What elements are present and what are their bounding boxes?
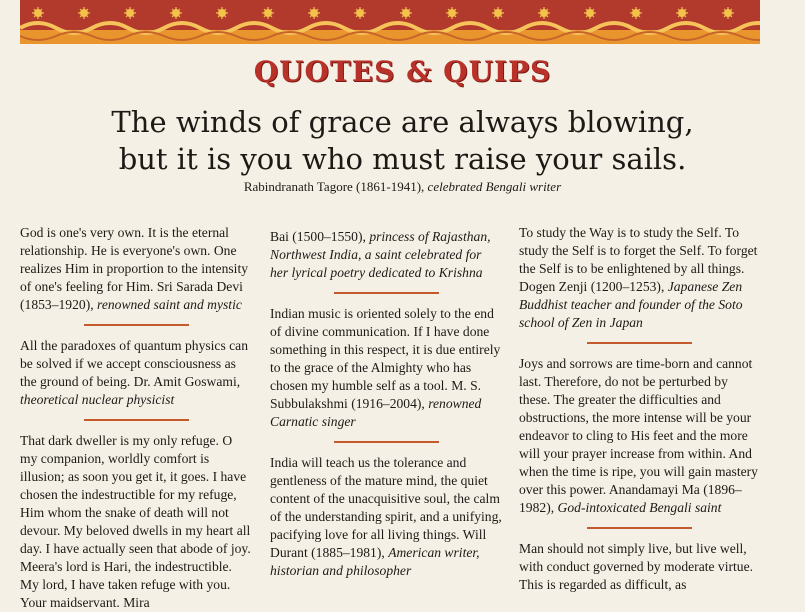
decorative-border bbox=[20, 0, 760, 44]
quote-item: All the paradoxes of quantum physics can be solved if we accept consciousness as the ground of being. Dr. Amit Goswami, theoretical nuclear physicist bbox=[20, 338, 249, 407]
featured-quote-line-1: The winds of grace are always blowing, bbox=[111, 105, 694, 139]
divider bbox=[84, 324, 189, 326]
quote-item: India will teach us the tolerance and gentleness of the mature mind, the quiet content of the unacquisitive soul, the calm of the understanding spirit, and a unifying, pacifying love for all living things. Will Durant (1885–1981), American writer, historian and philosopher bbox=[270, 455, 502, 578]
featured-quote-attribution bbox=[0, 179, 805, 195]
divider bbox=[334, 292, 439, 294]
quote-column-1 bbox=[20, 224, 252, 612]
featured-quote bbox=[0, 104, 805, 178]
divider bbox=[587, 342, 692, 344]
quote-column-3 bbox=[519, 224, 759, 594]
quote-item: God is one's very own. It is the eternal relationship. He is everyone's own. One realizes Him in proportion to the intensity of one's feeling for Him. Sri Sarada Devi (1853–1920), renowned saint and mystic bbox=[20, 225, 249, 312]
attribution-name: Rabindranath Tagore (1861-1941), bbox=[243, 179, 425, 194]
attribution-description: celebrated Bengali writer bbox=[427, 179, 562, 194]
page-title: QUOTES & QUIPS bbox=[253, 55, 552, 88]
quote-item: That dark dweller is my only refuge. O my companion, worldly comfort is illusion; as soon you get it, it goes. I have chosen the indestructible for my refuge, Him whom the snake of death will not devour. My beloved dwells in my heart all day. I have actually seen that abode of joy. Meera's lord is Hari, the indestructible. My lord, I have taken refuge with you. Your maidservant. Mira bbox=[20, 433, 251, 610]
divider bbox=[84, 419, 189, 421]
divider bbox=[334, 441, 439, 443]
quote-item: Joys and sorrows are time-born and cannot last. Therefore, do not be perturbed by these. The greater the difficulties and obstructions, the more intense will be your endeavor to cling to His feet and the more will your prayer increase from within. And when the time is ripe, you will gain mastery over this power. Anandamayi Ma (1896–1982), God-intoxicated Bengali saint bbox=[519, 356, 758, 515]
quote-item: Bai (1500–1550), princess of Rajasthan, Northwest India, a saint celebrated for her lyrical poetry dedicated to Krishna bbox=[270, 229, 491, 280]
quote-column-2 bbox=[270, 228, 502, 580]
quote-item: Man should not simply live, but live well, with conduct governed by moderate virtue. This is regarded as difficult, as bbox=[519, 541, 754, 592]
divider bbox=[587, 527, 692, 529]
quote-item: Indian music is oriented solely to the end of divine communication. If I have done something in this respect, it is due entirely to the grace of the Almighty who has chosen my humble self as a tool. M. S. Subbulakshmi (1916–2004), renowned Carnatic singer bbox=[270, 306, 501, 429]
featured-quote-line-2: but it is you who must raise your sails. bbox=[118, 142, 687, 176]
quote-item: To study the Way is to study the Self. To study the Self is to forget the Self. To forget the Self is to be enlightened by all things. Dogen Zenji (1200–1253), Japanese Zen Buddhist teacher and founder of the Soto school of Zen in Japan bbox=[519, 225, 758, 330]
